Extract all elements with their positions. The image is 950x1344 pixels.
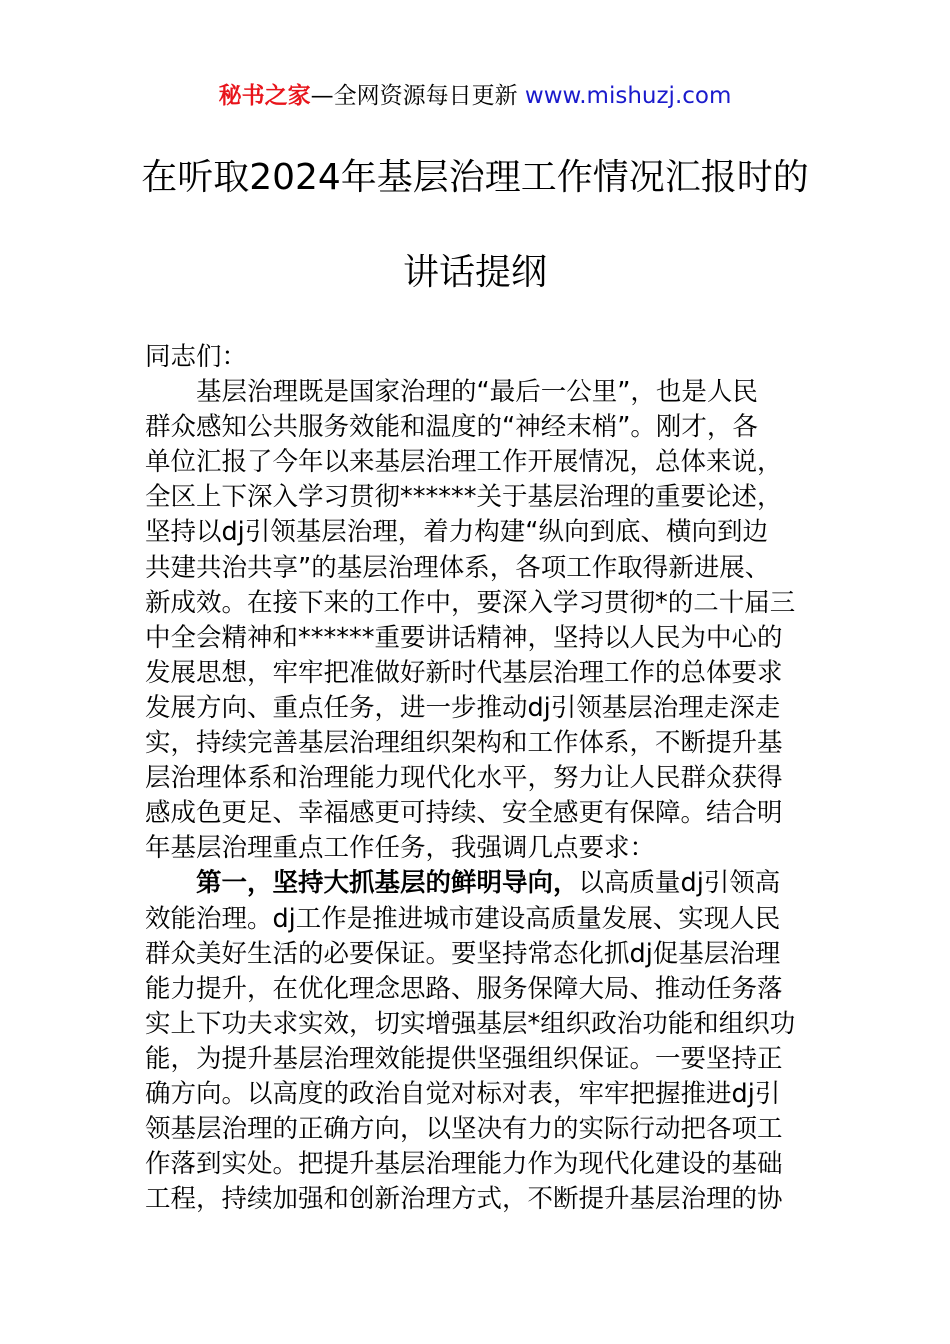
paragraph-line: 中全会精神和******重要讲话精神，坚持以人民为中心的	[145, 622, 783, 653]
site-brand: 秘书之家	[218, 83, 311, 109]
paragraph-line: 群众感知公共服务效能和温度的“神经末梢”。刚才，各	[145, 412, 758, 443]
paragraph-line: 共建共治共享”的基层治理体系，各项工作取得新进展、	[145, 552, 771, 583]
paragraph-line: 工程，持续加强和创新治理方式，不断提升基层治理的协	[145, 1184, 783, 1215]
paragraph-line: 坚持以dj引领基层治理，着力构建“纵向到底、横向到边	[145, 517, 768, 548]
paragraph-line: 确方向。以高度的政治自觉对标对表，牢牢把握推进dj引	[145, 1078, 781, 1109]
paragraph-line: 作落到实处。把提升基层治理能力作为现代化建设的基础	[145, 1149, 783, 1180]
paragraph-line: 能力提升，在优化理念思路、服务保障大局、推动任务落	[145, 973, 783, 1004]
site-slogan: —全网资源每日更新	[310, 83, 518, 109]
paragraph-line: 能，为提升基层治理效能提供坚强组织保证。一要坚持正	[145, 1043, 783, 1074]
section-heading-line	[145, 866, 810, 901]
paragraph-line: 基层治理既是国家治理的“最后一公里”，也是人民	[196, 377, 758, 408]
paragraph-line: 年基层治理重点工作任务，我强调几点要求：	[145, 833, 656, 864]
document-title-line-1: 在听取2024年基层治理工作情况汇报时的	[141, 157, 809, 198]
paragraph-line: 领基层治理的正确方向，以坚决有力的实际行动把各项工	[145, 1114, 783, 1145]
paragraph-line: 单位汇报了今年以来基层治理工作开展情况，总体来说，	[145, 447, 783, 478]
paragraph-line: 群众美好生活的必要保证。要坚持常态化抓dj促基层治理	[145, 938, 781, 969]
site-url-link[interactable]: www.mishuzj.com	[524, 83, 732, 109]
section-heading: 第一，坚持大抓基层的鲜明导向，	[196, 868, 579, 899]
paragraph-line: 层治理体系和治理能力现代化水平，努力让人民群众获得	[145, 763, 783, 794]
paragraph-line: 全区上下深入学习贯彻******关于基层治理的重要论述，	[145, 482, 783, 513]
paragraph-line: 发展方向、重点任务，进一步推动dj引领基层治理走深走	[145, 692, 781, 723]
paragraph-line: 实上下功夫求实效，切实增强基层*组织政治功能和组织功	[145, 1008, 796, 1039]
paragraph-line: 效能治理。dj工作是推进城市建设高质量发展、实现人民	[145, 903, 781, 934]
site-header	[0, 80, 950, 112]
paragraph-line: 发展思想，牢牢把准做好新时代基层治理工作的总体要求	[145, 657, 783, 688]
paragraph-line: 感成色更足、幸福感更可持续、安全感更有保障。结合明	[145, 798, 783, 829]
paragraph-text: 以高质量dj引领高	[578, 868, 781, 899]
document-title-line-2: 讲话提纲	[402, 252, 547, 293]
salutation: 同志们：	[145, 342, 248, 372]
document-body	[145, 340, 810, 1217]
paragraph-line: 新成效。在接下来的工作中，要深入学习贯彻*的二十届三	[145, 587, 796, 618]
paragraph-line: 实，持续完善基层治理组织架构和工作体系，不断提升基	[145, 728, 783, 759]
